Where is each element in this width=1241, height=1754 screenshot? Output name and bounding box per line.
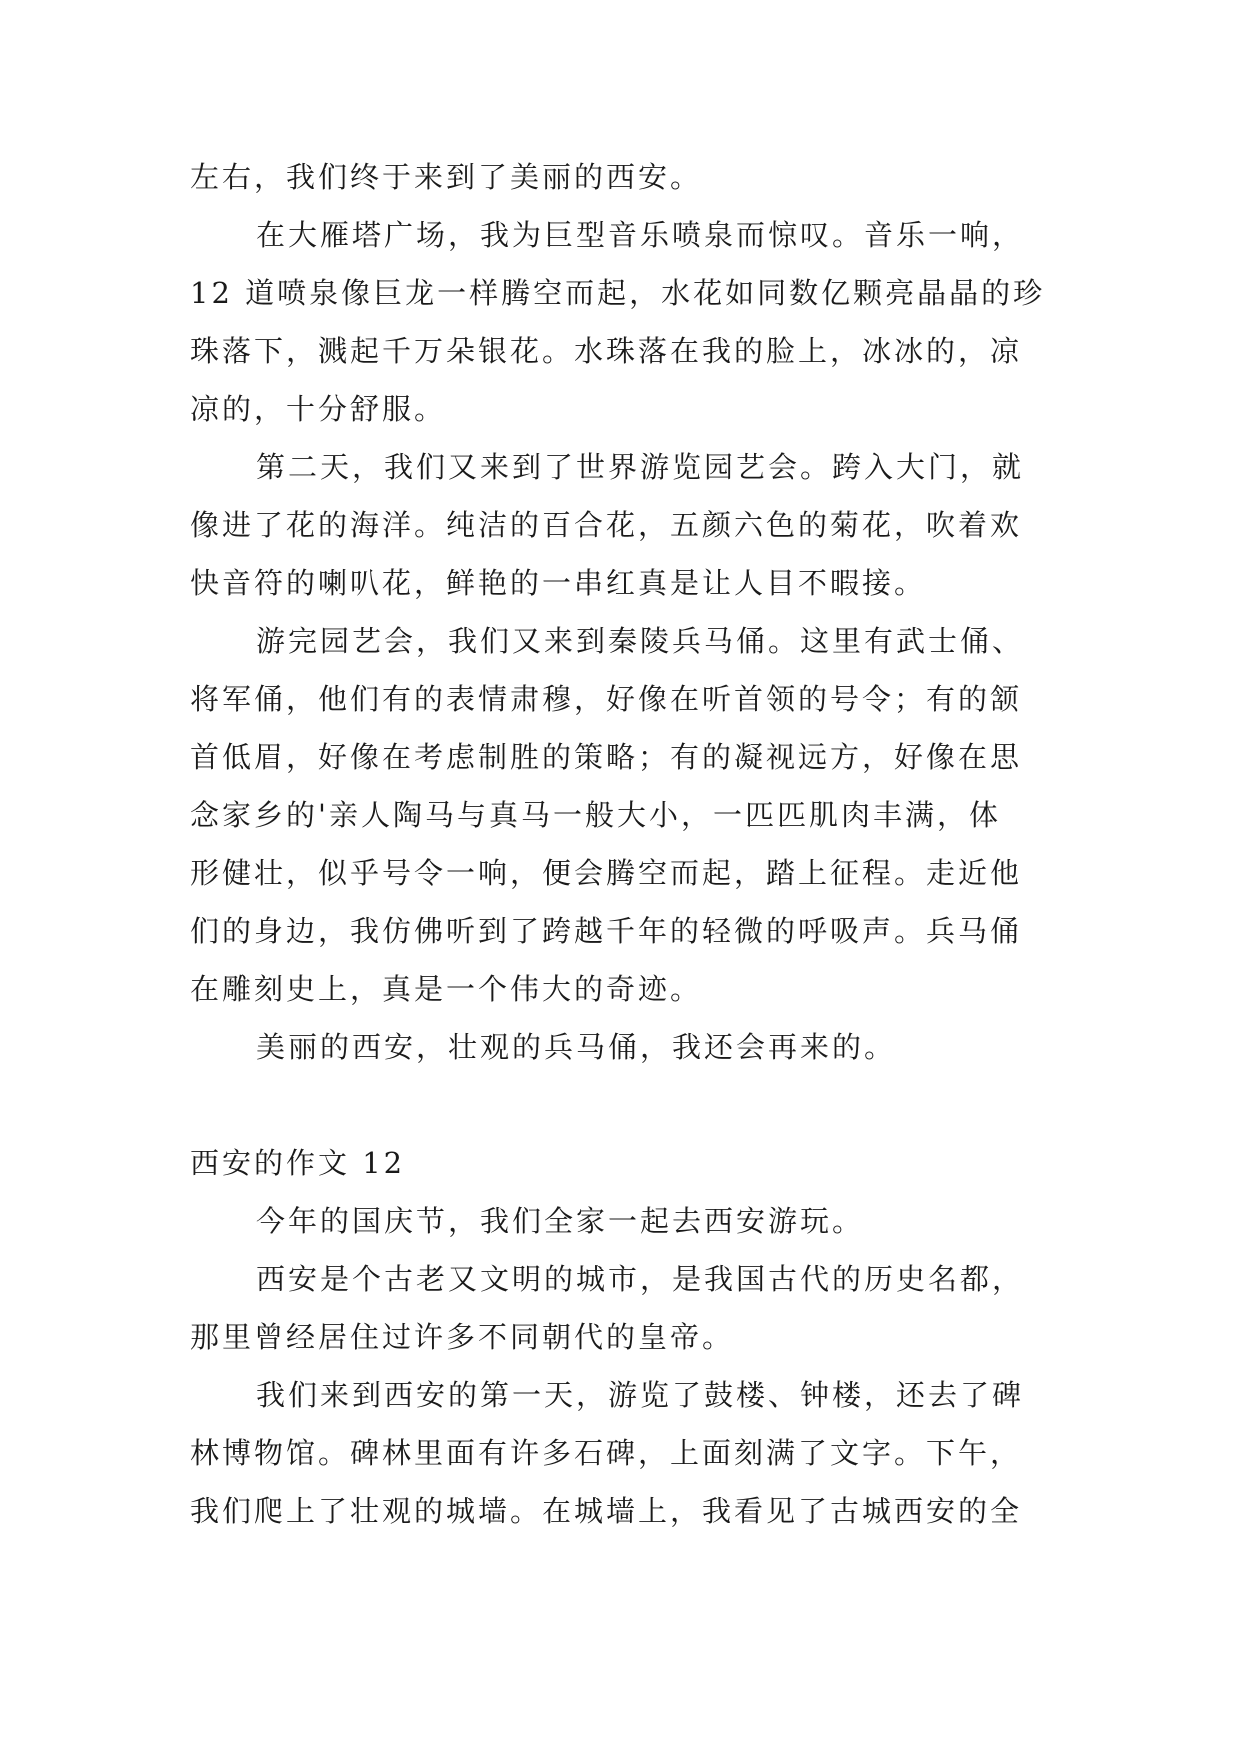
text-line: 我们来到西安的第一天，游览了鼓楼、钟楼，还去了碑: [256, 1378, 1025, 1412]
text-line: 凉的，十分舒服。: [190, 392, 447, 426]
text-line: 快音符的喇叭花，鲜艳的一串红真是让人目不暇接。: [190, 566, 927, 600]
text-line: 林博物馆。碑林里面有许多石碑，上面刻满了文字。下午，: [190, 1436, 1023, 1470]
text-line: 珠落下，溅起千万朵银花。水珠落在我的脸上，冰冰的，凉: [190, 334, 1023, 368]
paragraph: [190, 612, 1052, 1018]
text-line: 游完园艺会，我们又来到秦陵兵马俑。这里有武士俑、: [256, 624, 1025, 658]
text-line: 首低眉，好像在考虑制胜的策略；有的凝视远方，好像在思: [190, 740, 1023, 774]
text-line: 念家乡的'亲人陶马与真马一般大小，一匹匹肌肉丰满，体: [190, 798, 1001, 832]
document-page: [190, 148, 1052, 1540]
text-line: 那里曾经居住过许多不同朝代的皇帝。: [190, 1320, 735, 1354]
text-line: 我们爬上了壮观的城墙。在城墙上，我看见了古城西安的全: [190, 1494, 1023, 1528]
paragraph: [190, 1018, 1052, 1076]
text-line: 像进了花的海洋。纯洁的百合花，五颜六色的菊花，吹着欢: [190, 508, 1023, 542]
text-line: 美丽的西安，壮观的兵马俑，我还会再来的。: [256, 1030, 897, 1064]
text-line: 在大雁塔广场，我为巨型音乐喷泉而惊叹。音乐一响，: [256, 218, 1025, 252]
section-gap: [190, 1076, 1052, 1134]
paragraph: [190, 1366, 1052, 1540]
text-line: 第二天，我们又来到了世界游览园艺会。跨入大门，就: [256, 450, 1025, 484]
text-line: 12 道喷泉像巨龙一样腾空而起，水花如同数亿颗亮晶晶的珍: [190, 276, 1046, 310]
text-line: 左右，我们终于来到了美丽的西安。: [190, 160, 703, 194]
text-line: 在雕刻史上，真是一个伟大的奇迹。: [190, 972, 703, 1006]
text-line: 将军俑，他们有的表情肃穆，好像在听首领的号令；有的颔: [190, 682, 1023, 716]
text-line: 西安是个古老又文明的城市，是我国古代的历史名都，: [256, 1262, 1025, 1296]
paragraph: [190, 206, 1052, 438]
text-line: 形健壮，似乎号令一响，便会腾空而起，踏上征程。走近他: [190, 856, 1023, 890]
paragraph: [190, 438, 1052, 612]
essay-title: 西安的作文 12: [190, 1146, 406, 1180]
paragraph: [190, 1192, 1052, 1250]
paragraph: [190, 1250, 1052, 1366]
text-line: 们的身边，我仿佛听到了跨越千年的轻微的呼吸声。兵马俑: [190, 914, 1023, 948]
text-line: 今年的国庆节，我们全家一起去西安游玩。: [256, 1204, 865, 1238]
paragraph: [190, 148, 1052, 206]
